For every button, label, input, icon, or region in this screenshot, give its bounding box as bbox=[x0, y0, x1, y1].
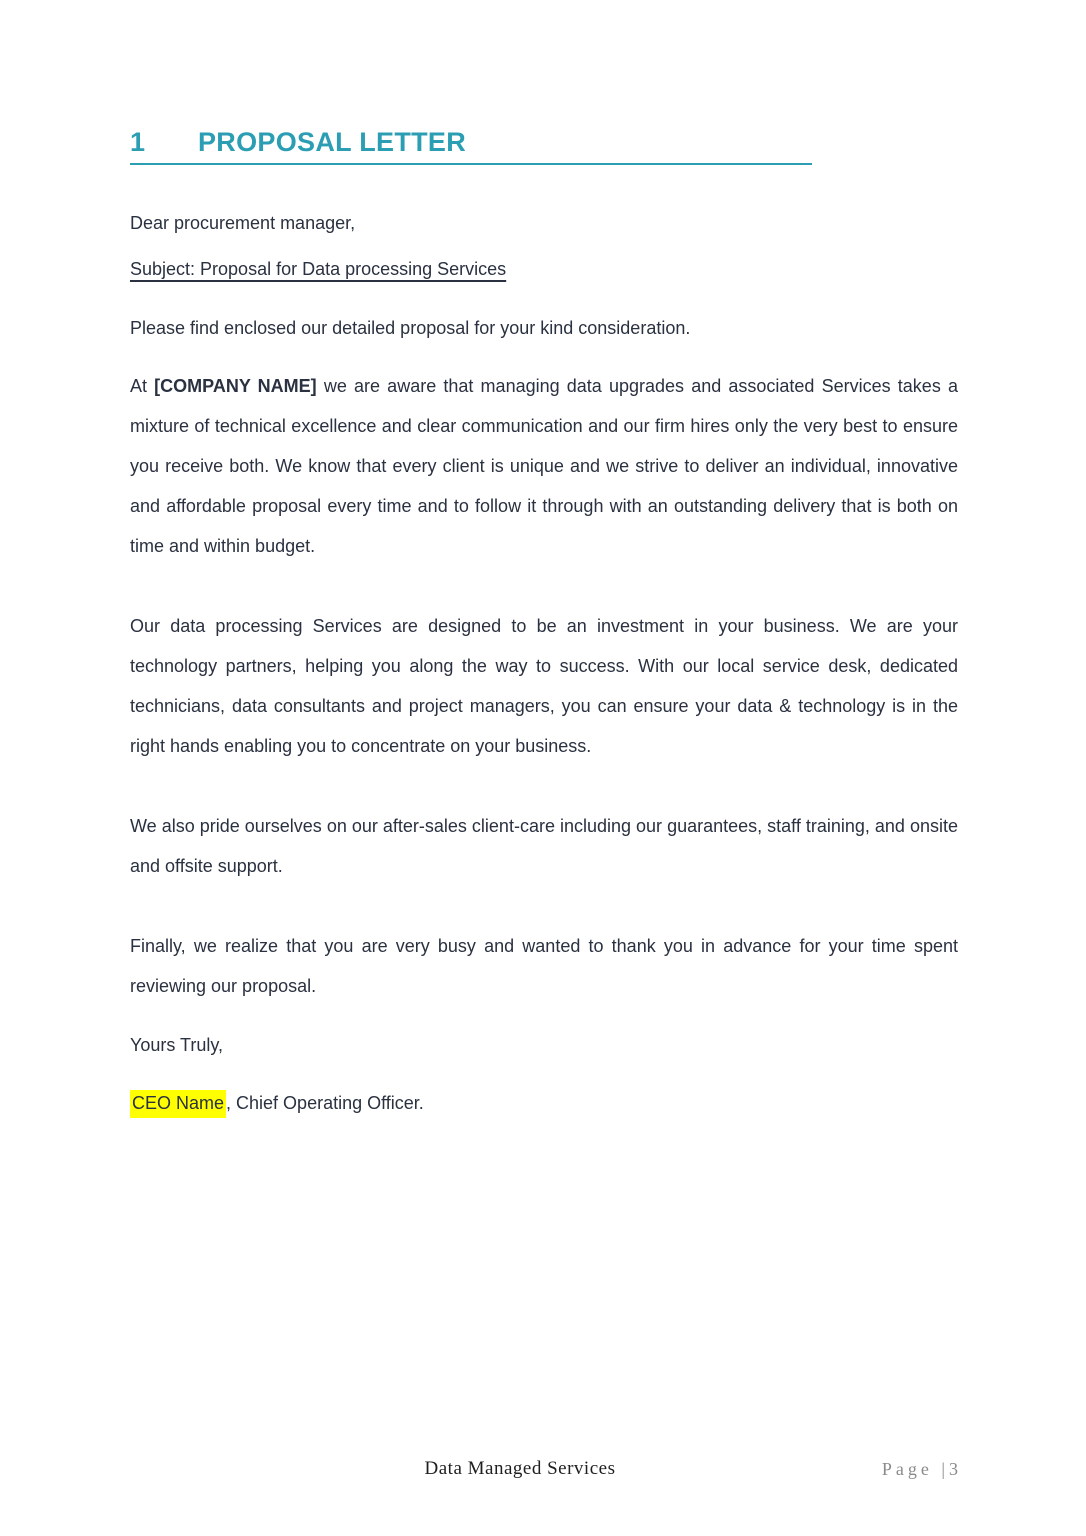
footer-document-title: Data Managed Services bbox=[424, 1458, 616, 1479]
footer-page-number: Page |3 bbox=[881, 1459, 962, 1479]
letter-content bbox=[130, 128, 958, 1123]
signature-name-highlighted: CEO Name bbox=[130, 1090, 226, 1118]
subject-line: Subject: Proposal for Data processing Services bbox=[130, 259, 507, 279]
company-name-placeholder: [COMPANY NAME] bbox=[154, 376, 317, 396]
section-number: 1 bbox=[130, 127, 146, 157]
section-heading bbox=[130, 128, 812, 165]
aftersales-paragraph: We also pride ourselves on our after-sales client-care including our guarantees, staff training, and onsite and offsite support. bbox=[130, 816, 958, 876]
intro-paragraph: Please find enclosed our detailed proposal for your kind consideration. bbox=[130, 318, 691, 338]
company-paragraph bbox=[130, 366, 958, 566]
thanks-paragraph: Finally, we realize that you are very busy and wanted to thank you in advance for your time spent reviewing our proposal. bbox=[130, 936, 958, 996]
page-footer bbox=[130, 1458, 962, 1488]
signature-title: , Chief Operating Officer. bbox=[226, 1093, 424, 1113]
salutation-line: Dear procurement manager, bbox=[130, 213, 356, 233]
company-paragraph-body: we are aware that managing data upgrades and associated Services takes a mixture of technical excellence and clear communication and our firm hires only the very best to ensure you receive both. We know that every client is unique and we strive to deliver an individual, innovative and affordable proposal every time and to follow it through with an outstanding delivery that is both on time and within budget. bbox=[130, 376, 958, 556]
signature-line bbox=[130, 1083, 958, 1123]
services-paragraph: Our data processing Services are designed to be an investment in your business. We are your technology partners, helping you along the way to success. With our local service desk, dedicated technicians, data consultants and project managers, you can ensure your data & technology is in the right hands enabling you to concentrate on your business. bbox=[130, 616, 958, 756]
closing-line: Yours Truly, bbox=[130, 1035, 224, 1055]
company-paragraph-prefix: At bbox=[130, 376, 155, 396]
section-title: PROPOSAL LETTER bbox=[198, 127, 467, 157]
